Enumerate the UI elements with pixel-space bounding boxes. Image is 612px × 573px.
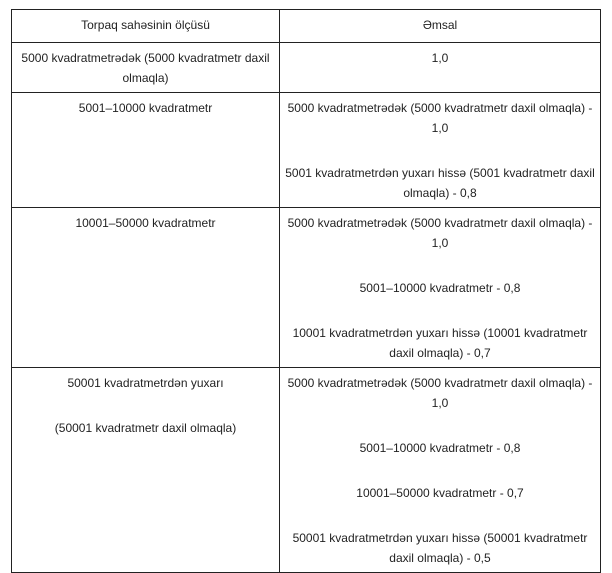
coefficient-text: 10001–50000 kvadratmetr - 0,7 [356,486,524,500]
table-row [12,368,601,573]
coefficient-text: 5001–10000 kvadratmetr - 0,8 [359,441,521,455]
coefficient-text: 5000 kvadratmetrədək (5000 kvadratmetr daxil olmaqla) - 1,0 [287,376,593,410]
size-cell [12,368,280,573]
size-cell [12,43,280,93]
coefficient-text: 10001 kvadratmetrdən yuxarı hissə (10001 kvadratmetr daxil olmaqla) - 0,7 [292,326,588,360]
coefficient-cell [280,208,601,368]
size-text: 10001–50000 kvadratmetr [75,216,216,230]
coefficient-cell [280,368,601,573]
coefficient-text: 50001 kvadratmetrdən yuxarı hissə (50001 kvadratmetr daxil olmaqla) - 0,5 [292,531,588,565]
table-row [12,93,601,208]
table-header-row [12,10,601,43]
size-text: 50001 kvadratmetrdən yuxarı [67,376,224,390]
coefficient-cell [280,93,601,208]
coefficient-table [11,9,601,573]
size-text: 5000 kvadratmetrədək (5000 kvadratmetr daxil olmaqla) [21,51,270,85]
coefficient-text: 5001 kvadratmetrdən yuxarı hissə (5001 kvadratmetr daxil olmaqla) - 0,8 [285,166,595,200]
size-cell [12,208,280,368]
coefficient-text: 1,0 [431,51,449,65]
coefficient-cell [280,43,601,93]
coefficient-text: 5000 kvadratmetrədək (5000 kvadratmetr daxil olmaqla) - 1,0 [287,101,593,135]
coefficient-text: 5001–10000 kvadratmetr - 0,8 [359,281,521,295]
size-text: 5001–10000 kvadratmetr [78,101,213,115]
table-row [12,43,601,93]
size-text: (50001 kvadratmetr daxil olmaqla) [54,421,237,435]
header-cell-coefficient: Əmsal [280,10,601,43]
coefficient-text: 5000 kvadratmetrədək (5000 kvadratmetr daxil olmaqla) - 1,0 [287,216,593,250]
size-cell [12,93,280,208]
table-row [12,208,601,368]
header-cell-land-size: Torpaq sahəsinin ölçüsü [12,10,280,43]
